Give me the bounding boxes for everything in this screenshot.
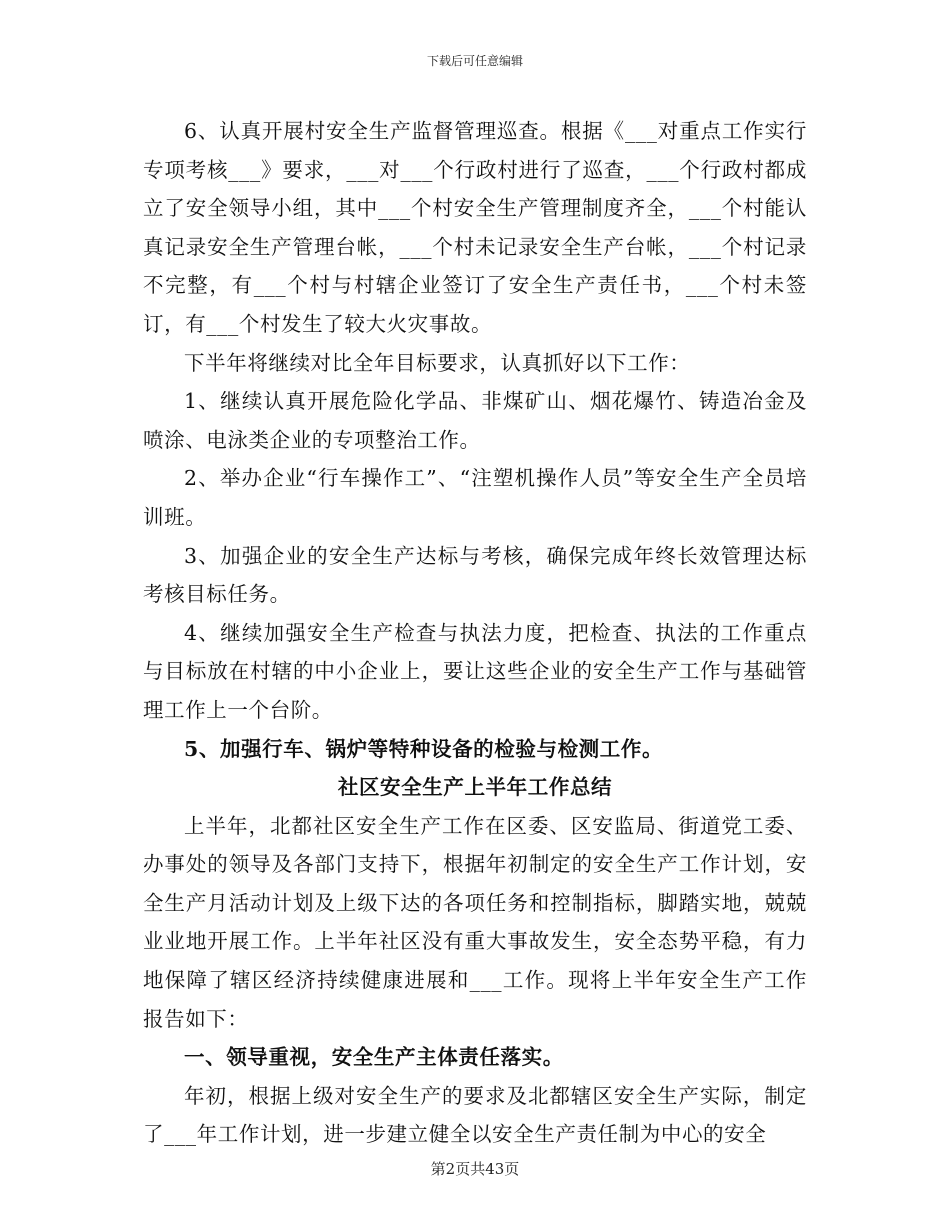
paragraph-plan-5: 5、加强行车、锅炉等特种设备的检验与检测工作。 — [184, 736, 664, 761]
paragraph-plan-4: 4、继续加强安全生产检查与执法力度，把检查、执法的工作重点与目标放在村辖的中小企业上，要让这些企业的安全生产工作与基础管理工作上一个台阶。 — [143, 620, 807, 722]
paragraph-summary-intro: 上半年，北都社区安全生产工作在区委、区安监局、街道党工委、办事处的领导及各部门支持下，根据年初制定的安全生产工作计划，安全生产月活动计划及上级下达的各项任务和控制指标，脚踏实地，兢兢业业地开展工作。上半年社区没有重大事故发生，安全态势平稳，有力地保障了辖区经济持续健康进展和___工作。现将上半年安全生产工作报告如下： — [143, 813, 807, 1031]
paragraph-section-1-body: 年初，根据上级对安全生产的要求及北都辖区安全生产实际，制定了___年工作计划，进一步建立健全以安全生产责任制为中心的安全 — [143, 1083, 807, 1147]
paragraph-plan-2: 2、举办企业“行车操作工”、“注塑机操作人员”等安全生产全员培训班。 — [143, 466, 807, 529]
section-title: 社区安全生产上半年工作总结 — [337, 775, 613, 800]
paragraph-plan-1: 1、继续认真开展危险化学品、非煤矿山、烟花爆竹、铸造冶金及喷涂、电泳类企业的专项整治工作。 — [143, 389, 807, 452]
page-footer-number: 第2页共43页 — [430, 1160, 520, 1178]
paragraph-plan-3: 3、加强企业的安全生产达标与考核，确保完成年终长效管理达标考核目标任务。 — [143, 543, 807, 607]
document-body — [143, 112, 807, 1154]
paragraph-second-half-plan: 下半年将继续对比全年目标要求，认真抓好以下工作： — [184, 350, 691, 375]
section-heading-1: 一、领导重视，安全生产主体责任落实。 — [184, 1045, 564, 1070]
paragraph-item-6: 6、认真开展村安全生产监督管理巡查。根据《___对重点工作实行专项考核___》要求，___对___个行政村进行了巡查，___个行政村都成立了安全领导小组，其中___个村安全生产管理制度齐全，___个村能认真记录安全生产管理台帐，___个村未记录安全生产台帐，___个村记录不完整，有___个村与村辖企业签订了安全生产责任书，___个村未签订，有___个村发生了较大火灾事故。 — [143, 119, 807, 336]
page-header-note: 下载后可任意编辑 — [426, 54, 523, 68]
